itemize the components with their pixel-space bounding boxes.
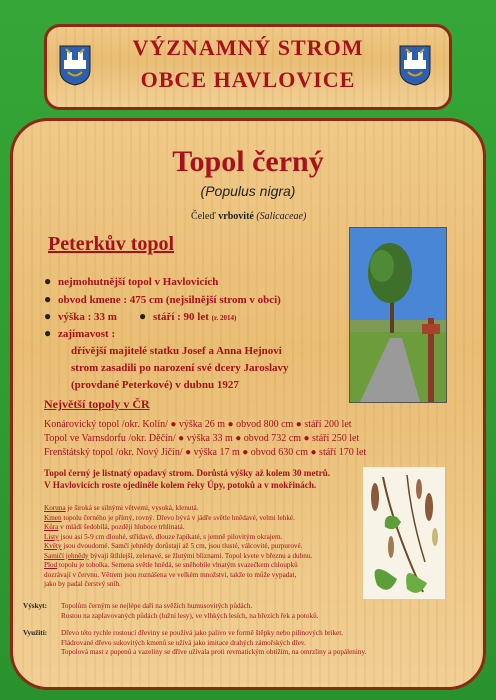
intro-paragraph: Topol černý je listnatý opadavý strom. Dorůstá výšky až kolem 30 metrů. V Havlovicích roste ojediněle kolem řeky Úpy, potoků a v mokřinách. xyxy=(44,468,331,490)
description-list: Koruna je široká se silnými větvemi, vysoká, klenutá. Kmen topolu černého je přímý, rovný. Dřevo bývá v jádře světle hnědavé, velmi lehké. Kůra v mládí šedobílá, později hluboce trhlinatá. Listy jsou asi 5-9 cm dlouhé, střídavé, dlouze řapíkaté, s jemně pilovitým okrajem. Květy jsou dvoudomé. Samčí jehnědy dorůstají až 5 cm, jsou tlusté, válcovité, purpurové. Samičí jehnědy bývají štíhlejší, zelenavé, se žlutými bliznami. Topol kvete v březnu a dubnu. Plod topolu je tobolka. Semena světle hnědá, se sněhobíle vlnatým svazečkem chloupků dozrávají v červnu. Větrem jsou roznášena ve velkém množství, takže to může vypadat, jako by padal čerstvý sníh. xyxy=(44,504,313,588)
tree-latin-name: (Populus nigra) xyxy=(200,183,296,199)
tree-photo xyxy=(349,227,447,403)
tree-family xyxy=(191,211,306,222)
family-name: vrbovité xyxy=(218,211,254,222)
header-title-line2: OBCE HAVLOVICE xyxy=(140,67,356,92)
usage-section: Využití: Dřevo této rychle rostoucí dřeviny se používá jako palivo ve formě štěpky nebo pilinových briket. Fládrované dřevo sukovitých kmenů se užívá jako imitace drahých zámořských dřev. Topolová mast z pupenů a vazelíny se dříve užívala proti revmatickým obtížím, na omrzliny a popáleniny. xyxy=(23,629,367,656)
poplar-row-2: Topol ve Varnsdorfu /okr. Děčín/ ● výška 33 m ● obvod 732 cm ● stáří 250 let xyxy=(44,433,360,444)
occurrence-section: Výskyt: Topolům černým se nejlépe daří na svěžích humusovitých půdách. Rostou na zaplavovaných půdách (lužní lesy), ve vlhkých lesích, na březích řek a potoků. xyxy=(23,602,319,620)
coat-of-arms-left-icon xyxy=(58,44,92,86)
tree-nickname: Peterkův topol xyxy=(48,233,175,255)
poplar-row-3: Frenštátský topol /okr. Nový Jičín/ ● výška 17 m ● obvod 630 cm ● stáří 170 let xyxy=(44,447,367,458)
poplar-row-1: Konárovický topol /okr. Kolín/ ● výška 26 m ● obvod 800 cm ● stáří 200 let xyxy=(44,419,352,430)
fact-4-details: dřívější majitelé statku Josef a Anna Hejnovi strom zasadili po narození své dcery Jaroslavy (provdané Peterkové) v dubnu 1927 xyxy=(71,345,289,391)
info-card xyxy=(10,118,486,690)
fact-1: ● nejmohutnější topol v Havlovicích xyxy=(44,274,219,288)
poplar-botanical-illustration xyxy=(363,467,445,599)
header-title-line1: VÝZNAMNÝ STROM xyxy=(132,35,364,60)
fact-3: ● výška : 33 m ● stáří : 90 let (r. 2014) xyxy=(44,309,237,323)
family-latin: (Salicaceae) xyxy=(256,211,307,222)
header-board xyxy=(44,24,452,110)
section-title-largest: Největší topoly v ČR xyxy=(44,397,150,411)
family-label: Čeleď xyxy=(191,211,216,222)
fact-2: ● obvod kmene : 475 cm (nejsilnější strom v obci) xyxy=(44,292,281,306)
fact-4: ● zajímavost : xyxy=(44,326,116,340)
tree-title: Topol černý xyxy=(172,145,324,178)
coat-of-arms-right-icon xyxy=(398,44,432,86)
